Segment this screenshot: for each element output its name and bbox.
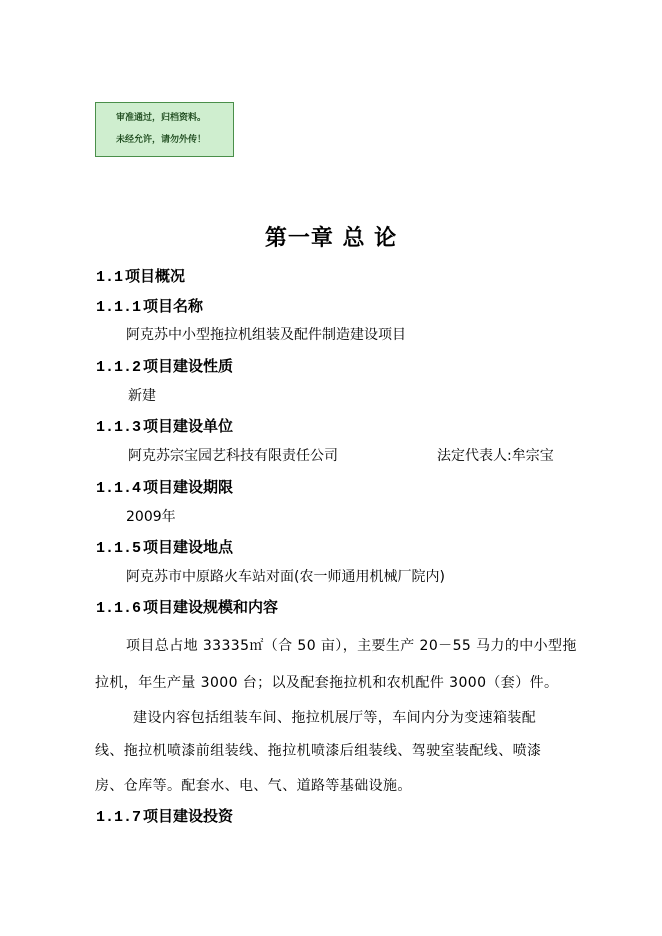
section-title: 项目建设期限	[143, 478, 234, 496]
scale-paragraph-line-2: 拉机，年生产量 3000 台；以及配套拖拉机和农机配件 3000（套）件。	[95, 675, 559, 691]
section-title: 项目建设规模和内容	[143, 598, 279, 616]
section-title: 项目建设单位	[143, 417, 234, 435]
section-title: 项目建设投资	[143, 807, 234, 825]
section-1-1-7-heading	[96, 806, 233, 828]
section-number: 1.1.6	[96, 600, 142, 617]
section-title: 项目建设地点	[143, 538, 234, 556]
section-1-1-1-heading	[96, 296, 203, 318]
section-number: 1.1.2	[96, 359, 142, 376]
company-name-text: 阿克苏宗宝园艺科技有限责任公司	[128, 448, 338, 464]
notice-line-2: 未经允许，请勿外传！	[116, 135, 207, 145]
section-number: 1.1	[96, 269, 124, 286]
section-title: 项目建设性质	[143, 357, 234, 375]
section-1-1-heading	[96, 266, 185, 288]
section-1-1-6-heading	[96, 597, 278, 619]
content-paragraph-line-3: 房、仓库等。配套水、电、气、道路等基础设施。	[95, 778, 412, 794]
nature-text: 新建	[128, 388, 156, 404]
scale-paragraph-line-1: 项目总占地 33335㎡（合 50 亩），主要生产 20－55 马力的中小型拖	[126, 638, 577, 654]
section-number: 1.1.3	[96, 419, 142, 436]
section-1-1-4-heading	[96, 477, 233, 499]
section-1-1-2-heading	[96, 356, 233, 378]
section-title: 项目概况	[125, 267, 186, 285]
section-title: 项目名称	[143, 297, 204, 315]
section-number: 1.1.5	[96, 540, 142, 557]
section-number: 1.1.7	[96, 809, 142, 826]
content-paragraph-line-2: 线、拖拉机喷漆前组装线、拖拉机喷漆后组装线、驾驶室装配线、喷漆	[95, 743, 542, 759]
content-paragraph-line-1: 建设内容包括组装车间、拖拉机展厅等，车间内分为变速箱装配	[133, 710, 537, 726]
approval-notice-stamp	[95, 102, 234, 157]
section-1-1-3-heading	[96, 416, 233, 438]
section-number: 1.1.1	[96, 299, 142, 316]
project-name-text: 阿克苏中小型拖拉机组装及配件制造建设项目	[126, 327, 406, 343]
chapter-title: 第一章 总 论	[264, 225, 398, 251]
location-text: 阿克苏市中原路火车站对面(农一师通用机械厂院内)	[126, 569, 445, 585]
section-number: 1.1.4	[96, 480, 142, 497]
section-1-1-5-heading	[96, 537, 233, 559]
legal-representative-text: 法定代表人:牟宗宝	[437, 448, 554, 464]
notice-line-1: 审准通过，归档资料。	[116, 113, 207, 123]
period-text: 2009年	[126, 509, 176, 525]
